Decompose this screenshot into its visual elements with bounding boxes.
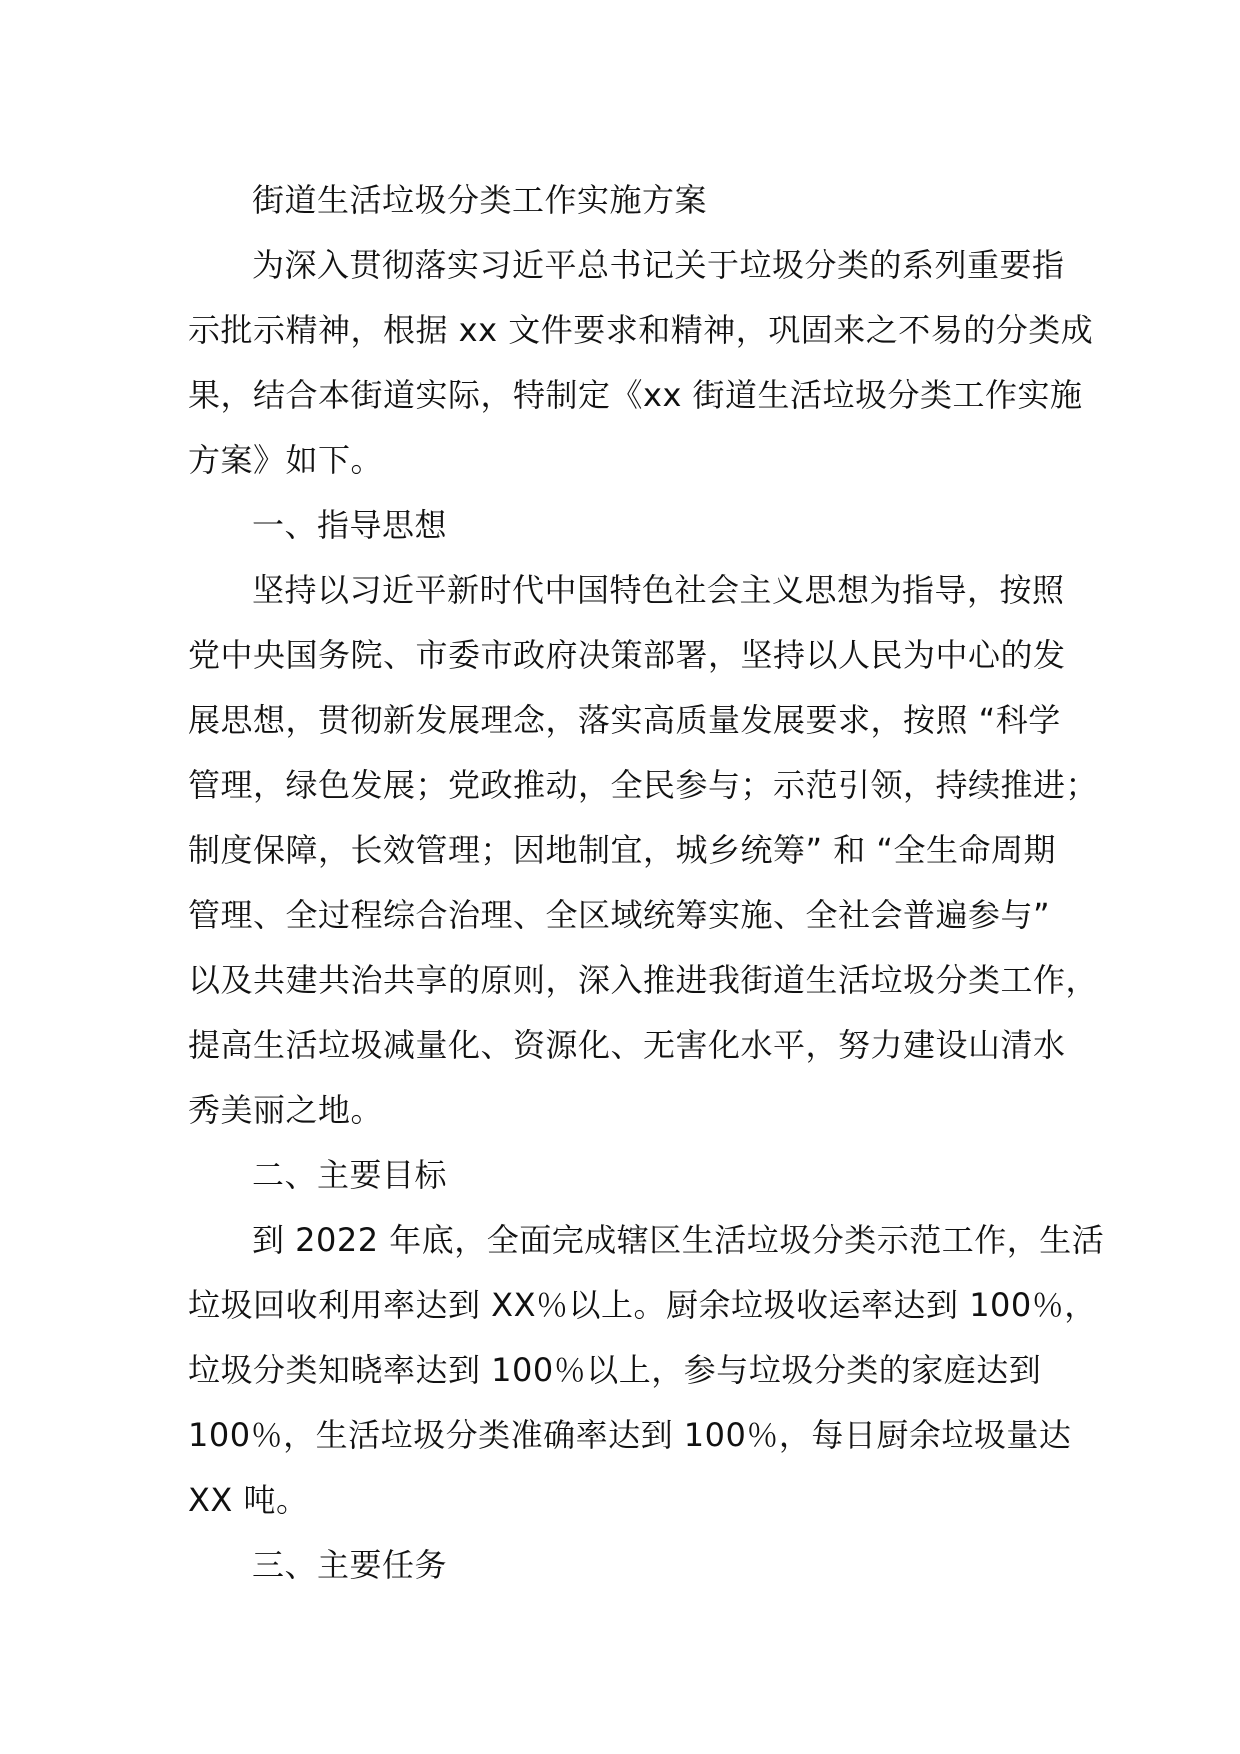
document-title: 街道生活垃圾分类工作实施方案 <box>252 181 708 219</box>
section1-line-2: 党中央国务院、市委市政府决策部署，坚持以人民为中心的发 <box>188 636 1066 674</box>
section1-line-6: 管理、全过程综合治理、全区域统筹实施、全社会普遍参与” <box>188 896 1051 934</box>
section1-line-9: 秀美丽之地。 <box>188 1091 384 1129</box>
section2-line-4: 100％，生活垃圾分类准确率达到 100％，每日厨余垃圾量达 <box>188 1416 1072 1454</box>
section1-line-7: 以及共建共治共享的原则，深入推进我街道生活垃圾分类工作， <box>188 961 1099 999</box>
section2-line-3: 垃圾分类知晓率达到 100％以上，参与垃圾分类的家庭达到 <box>188 1351 1042 1389</box>
section-heading-main-goals: 二、主要目标 <box>252 1156 448 1194</box>
section2-line-1: 到 2022 年底，全面完成辖区生活垃圾分类示范工作，生活 <box>252 1221 1105 1259</box>
intro-line-2: 示批示精神，根据 xx 文件要求和精神，巩固来之不易的分类成 <box>188 311 1094 349</box>
section1-line-8: 提高生活垃圾减量化、资源化、无害化水平，努力建设山清水 <box>188 1026 1066 1064</box>
section1-line-1: 坚持以习近平新时代中国特色社会主义思想为指导，按照 <box>252 571 1065 609</box>
section2-line-5: XX 吨。 <box>188 1481 309 1519</box>
intro-line-1: 为深入贯彻落实习近平总书记关于垃圾分类的系列重要指 <box>252 246 1065 284</box>
intro-line-3: 果，结合本街道实际，特制定《xx 街道生活垃圾分类工作实施 <box>188 376 1083 414</box>
section1-line-5: 制度保障，长效管理；因地制宜，城乡统筹” 和 “全生命周期 <box>188 831 1057 869</box>
section1-line-3: 展思想，贯彻新发展理念，落实高质量发展要求，按照 “科学 <box>188 701 1061 739</box>
intro-line-4: 方案》如下。 <box>188 441 384 479</box>
section2-line-2: 垃圾回收利用率达到 XX％以上。厨余垃圾收运率达到 100％， <box>188 1286 1097 1324</box>
document-body <box>188 168 1105 1598</box>
section1-line-4: 管理，绿色发展；党政推动，全民参与；示范引领，持续推进； <box>188 766 1099 804</box>
section-heading-main-tasks: 三、主要任务 <box>252 1546 448 1584</box>
section-heading-guiding-ideology: 一、指导思想 <box>252 506 448 544</box>
